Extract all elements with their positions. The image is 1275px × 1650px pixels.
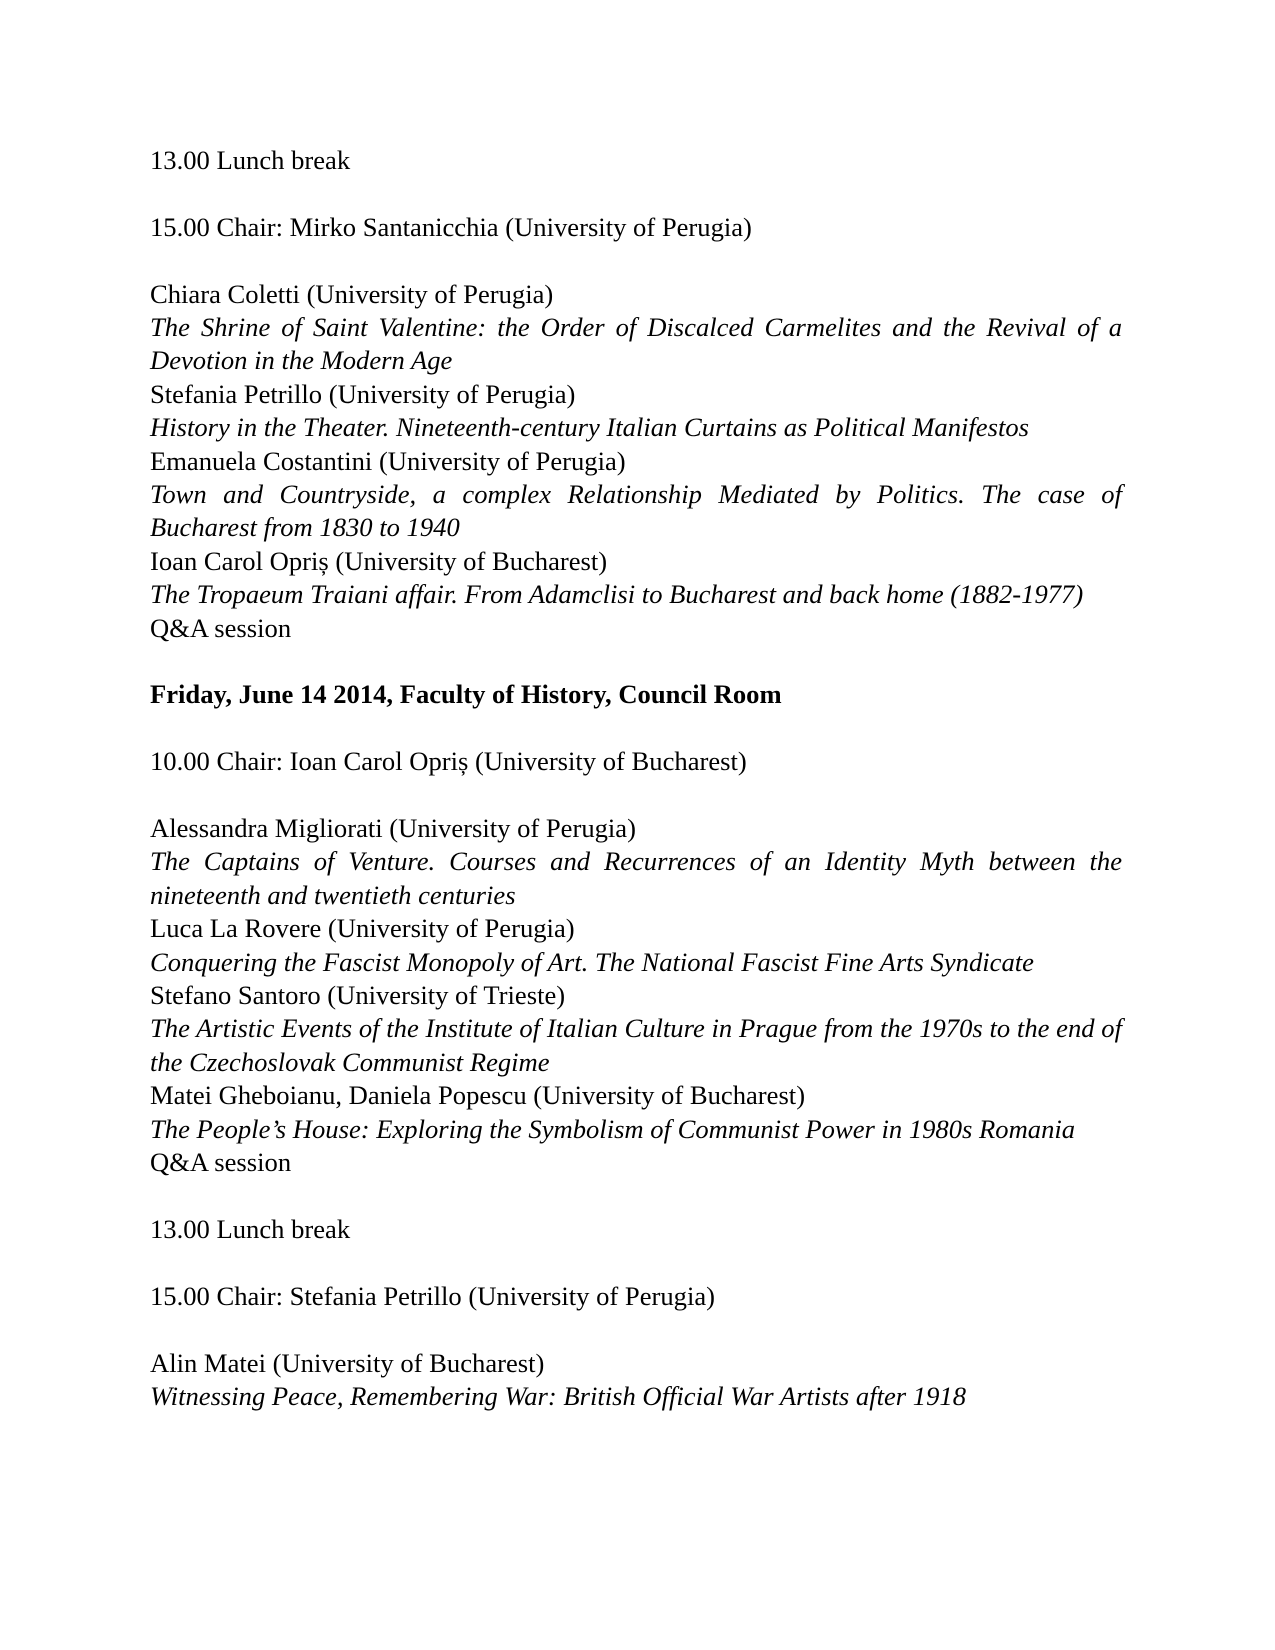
paper-title: Conquering the Fascist Monopoly of Art. The National Fascist Fine Arts Syndicate [150,946,1034,977]
session-chair-line: 15.00 Chair: Stefania Petrillo (University of Perugia) [150,1280,716,1311]
paper-title: The Tropaeum Traiani affair. From Adamclisi to Bucharest and back home (1882-1977) [150,579,1084,610]
qa-session: Q&A session [150,612,292,643]
paper-title: The People’s House: Exploring the Symbolism of Communist Power in 1980s Romania [150,1113,1076,1144]
speaker-name: Chiara Coletti (University of Perugia) [150,278,554,309]
spacer [150,244,1122,277]
paper-title: The Shrine of Saint Valentine: the Order of Discalced Carmelites and the Revival of a Devotion in the Modern Age [150,312,1122,376]
spacer [150,779,1122,812]
paper-title: The Captains of Venture. Courses and Recurrences of an Identity Myth between the nineteenth and twentieth centuries [150,846,1122,910]
speaker-name: Matei Gheboianu, Daniela Popescu (University of Bucharest) [150,1080,806,1111]
speaker-name: Stefania Petrillo (University of Perugia) [150,378,576,409]
qa-session: Q&A session [150,1147,292,1178]
session-chair-line: 15.00 Chair: Mirko Santanicchia (University of Perugia) [150,211,752,242]
session-chair-line: 10.00 Chair: Ioan Carol Opriș (University of Bucharest) [150,746,747,777]
speaker-name: Alessandra Migliorati (University of Perugia) [150,813,636,844]
spacer [150,1246,1122,1279]
speaker-name: Alin Matei (University of Bucharest) [150,1347,545,1378]
paper-title: History in the Theater. Nineteenth-century Italian Curtains as Political Manifestos [150,412,1029,443]
document-page [150,144,1122,1413]
speaker-name: Stefano Santoro (University of Trieste) [150,980,566,1011]
paper-title: Witnessing Peace, Remembering War: British Official War Artists after 1918 [150,1380,966,1411]
paper-title: Town and Countryside, a complex Relationship Mediated by Politics. The case of Bucharest from 1830 to 1940 [150,479,1122,543]
speaker-name: Luca La Rovere (University of Perugia) [150,913,575,944]
spacer [150,1180,1122,1213]
day-heading: Friday, June 14 2014, Faculty of History, Council Room [150,679,782,710]
lunch-break-time-slot: 13.00 Lunch break [150,145,351,175]
speaker-name: Emanuela Costantini (University of Perugia) [150,445,626,476]
spacer [150,177,1122,210]
spacer [150,712,1122,745]
paper-title: The Artistic Events of the Institute of Italian Culture in Prague from the 1970s to the end of the Czechoslovak Communist Regime [150,1013,1122,1077]
spacer [150,645,1122,678]
speaker-name: Ioan Carol Opriș (University of Bucharest) [150,545,608,576]
spacer [150,1313,1122,1346]
lunch-break-time-slot: 13.00 Lunch break [150,1213,351,1244]
